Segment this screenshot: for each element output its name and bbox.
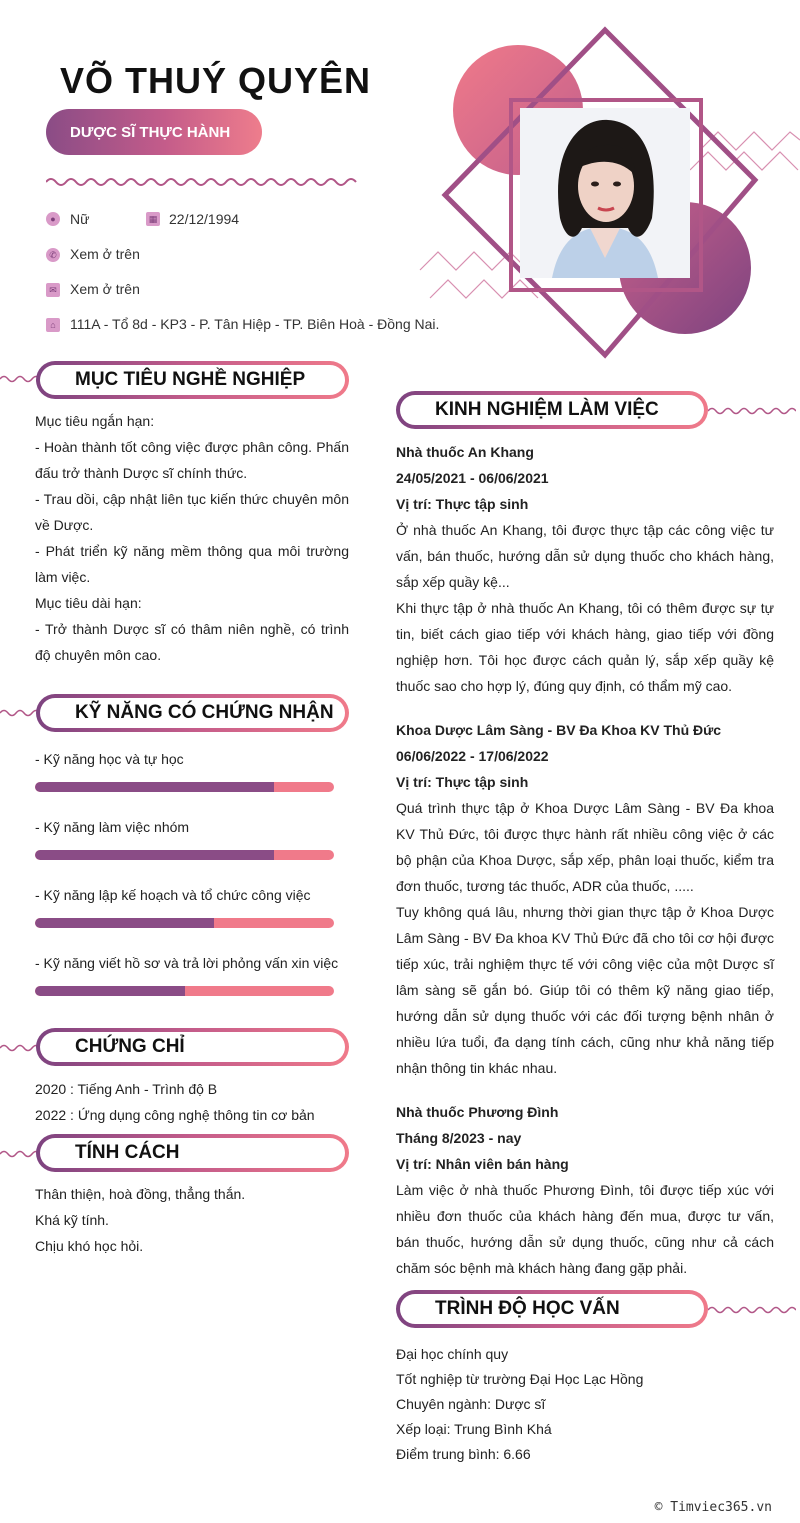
certificates-content bbox=[35, 1076, 355, 1128]
footer-copyright: © Timviec365.vn bbox=[654, 1500, 772, 1515]
gender-icon: ● bbox=[46, 212, 60, 226]
certificate-item: 2022 : Ứng dụng công nghệ thông tin cơ bản bbox=[35, 1107, 315, 1123]
education-heading: TRÌNH ĐỘ HỌC VẤN bbox=[396, 1290, 708, 1328]
portrait-image bbox=[520, 108, 690, 278]
job-description: Tuy không quá lâu, nhưng thời gian thực tập ở Khoa Dược Lâm Sàng - BV Đa khoa KV Thủ Đức đã cho tôi cơ hội được tiếp xúc, trải nghiệm thực tế với công việc của một Dược sĩ lâm sàng sẽ gắn bó. Giúp tôi có thêm kỹ năng giao tiếp, hướng dẫn sử dụng thuốc với các đối tượng bệnh nhân ở nhiều lứa tuổi, đa dạng tính cách, cũng như khả năng tiếp nhận thông tin khác nhau. bbox=[396, 904, 774, 1076]
skill-label: - Kỹ năng lập kế hoạch và tổ chức công việc bbox=[35, 887, 311, 903]
objective-line: Mục tiêu dài hạn: bbox=[35, 595, 142, 611]
education-line: Đại học chính quy bbox=[396, 1346, 509, 1362]
job-description: Làm việc ở nhà thuốc Phương Đình, tôi được tiếp xúc với nhiều đơn thuốc của khách hàng đến mua, được tư vấn, bán thuốc, hướng dẫn sử dụng thuốc, cũng như cả cách chăm sóc bệnh mà khách hàng đang gặp phải. bbox=[396, 1182, 774, 1276]
skill-bar-fill bbox=[35, 918, 214, 928]
objective-content bbox=[35, 408, 349, 668]
candidate-name: VÕ THUÝ QUYÊN bbox=[60, 60, 372, 101]
personality-content bbox=[35, 1181, 355, 1259]
calendar-icon: ▦ bbox=[146, 212, 160, 226]
job-description: Khi thực tập ở nhà thuốc An Khang, tôi có thêm được sự tự tin, biết cách giao tiếp với khách hàng, giao tiếp với đồng nghiệp hơn. Tôi học được cách quản lý, sắp xếp quầy kệ thuốc sao cho hợp lý, đúng quy định, có thẩm mỹ cao. bbox=[396, 600, 774, 694]
education-line: Điểm trung bình: 6.66 bbox=[396, 1446, 531, 1462]
objective-line: - Hoàn thành tốt công việc được phân công. Phấn đấu trở thành Dược sĩ chính thức. bbox=[35, 439, 349, 481]
phone-icon: ✆ bbox=[46, 248, 60, 262]
job-company: Nhà thuốc An Khang bbox=[396, 444, 534, 460]
personality-item: Thân thiện, hoà đồng, thẳng thắn. bbox=[35, 1186, 246, 1202]
dob-value: 22/12/1994 bbox=[169, 211, 240, 227]
heading-zigzag bbox=[0, 1149, 40, 1159]
wave-divider bbox=[46, 175, 361, 189]
heading-zigzag bbox=[708, 1305, 796, 1315]
skill-label: - Kỹ năng viết hồ sơ và trả lời phỏng vấn xin việc bbox=[35, 955, 339, 971]
skill-bar-fill bbox=[35, 986, 185, 996]
email-value: Xem ở trên bbox=[70, 281, 140, 297]
skill-bar-fill bbox=[35, 782, 274, 792]
home-icon: ⌂ bbox=[46, 318, 60, 332]
skill-bar bbox=[35, 850, 334, 860]
email-icon: ✉ bbox=[46, 283, 60, 297]
certificate-item: 2020 : Tiếng Anh - Trình độ B bbox=[35, 1081, 218, 1097]
job-entry bbox=[396, 1099, 774, 1281]
certificates-heading: CHỨNG CHỈ bbox=[36, 1028, 349, 1066]
job-period: 06/06/2022 - 17/06/2022 bbox=[396, 748, 549, 764]
heading-zigzag bbox=[0, 1043, 40, 1053]
education-line: Chuyên ngành: Dược sĩ bbox=[396, 1396, 546, 1412]
experience-content bbox=[396, 439, 774, 1281]
heading-zigzag bbox=[708, 406, 796, 416]
objective-line: Mục tiêu ngắn hạn: bbox=[35, 413, 155, 429]
skill-label: - Kỹ năng làm việc nhóm bbox=[35, 819, 190, 835]
gender-value: Nữ bbox=[70, 211, 90, 227]
job-description: Quá trình thực tập ở Khoa Dược Lâm Sàng - BV Đa khoa KV Thủ Đức, tôi được thực hành rất nhiều công việc ở các bộ phận của Khoa Dược, sắp xếp, phân loại thuốc, kiểm tra đơn thuốc, tương tác thuốc, ADR của thuốc, ..... bbox=[396, 800, 774, 894]
education-line: Xếp loại: Trung Bình Khá bbox=[396, 1421, 552, 1437]
phone-value: Xem ở trên bbox=[70, 246, 140, 262]
objective-heading: MỤC TIÊU NGHỀ NGHIỆP bbox=[36, 361, 349, 399]
objective-line: - Phát triển kỹ năng mềm thông qua môi trường làm việc. bbox=[35, 543, 349, 585]
heading-zigzag bbox=[0, 374, 40, 384]
job-company: Nhà thuốc Phương Đình bbox=[396, 1104, 559, 1120]
skills-heading: KỸ NĂNG CÓ CHỨNG NHẬN bbox=[36, 694, 349, 732]
job-title-badge: DƯỢC SĨ THỰC HÀNH bbox=[46, 109, 262, 155]
job-role: Vị trí: Thực tập sinh bbox=[396, 496, 529, 512]
job-period: Tháng 8/2023 - nay bbox=[396, 1130, 522, 1146]
profile-photo bbox=[520, 108, 690, 278]
job-role: Vị trí: Nhân viên bán hàng bbox=[396, 1156, 569, 1172]
skill-bar-fill bbox=[35, 850, 274, 860]
address-value: 111A - Tổ 8d - KP3 - P. Tân Hiệp - TP. Biên Hoà - Đồng Nai. bbox=[70, 316, 440, 332]
heading-zigzag bbox=[0, 708, 40, 718]
experience-heading: KINH NGHIỆM LÀM VIỆC bbox=[396, 391, 708, 429]
objective-line: - Trau dồi, cập nhật liên tục kiến thức chuyên môn về Dược. bbox=[35, 491, 349, 533]
personality-item: Chịu khó học hỏi. bbox=[35, 1238, 144, 1254]
skill-bar bbox=[35, 918, 334, 928]
job-period: 24/05/2021 - 06/06/2021 bbox=[396, 470, 549, 486]
skill-bar bbox=[35, 782, 334, 792]
job-entry bbox=[396, 439, 774, 699]
skill-label: - Kỹ năng học và tự học bbox=[35, 751, 184, 767]
education-content bbox=[396, 1342, 774, 1467]
job-description: Ở nhà thuốc An Khang, tôi được thực tập các công việc tư vấn, bán thuốc, hướng dẫn sử dụng thuốc cho khách hàng, sắp xếp quầy kệ... bbox=[396, 522, 774, 590]
objective-line: - Trở thành Dược sĩ có thâm niên nghề, có trình độ chuyên môn cao. bbox=[35, 621, 349, 663]
job-role: Vị trí: Thực tập sinh bbox=[396, 774, 529, 790]
personality-heading: TÍNH CÁCH bbox=[36, 1134, 349, 1172]
job-entry bbox=[396, 717, 774, 1081]
job-company: Khoa Dược Lâm Sàng - BV Đa Khoa KV Thủ Đức bbox=[396, 722, 722, 738]
personality-item: Khá kỹ tính. bbox=[35, 1212, 109, 1228]
education-line: Tốt nghiệp từ trường Đại Học Lạc Hồng bbox=[396, 1371, 644, 1387]
skill-bar bbox=[35, 986, 334, 996]
